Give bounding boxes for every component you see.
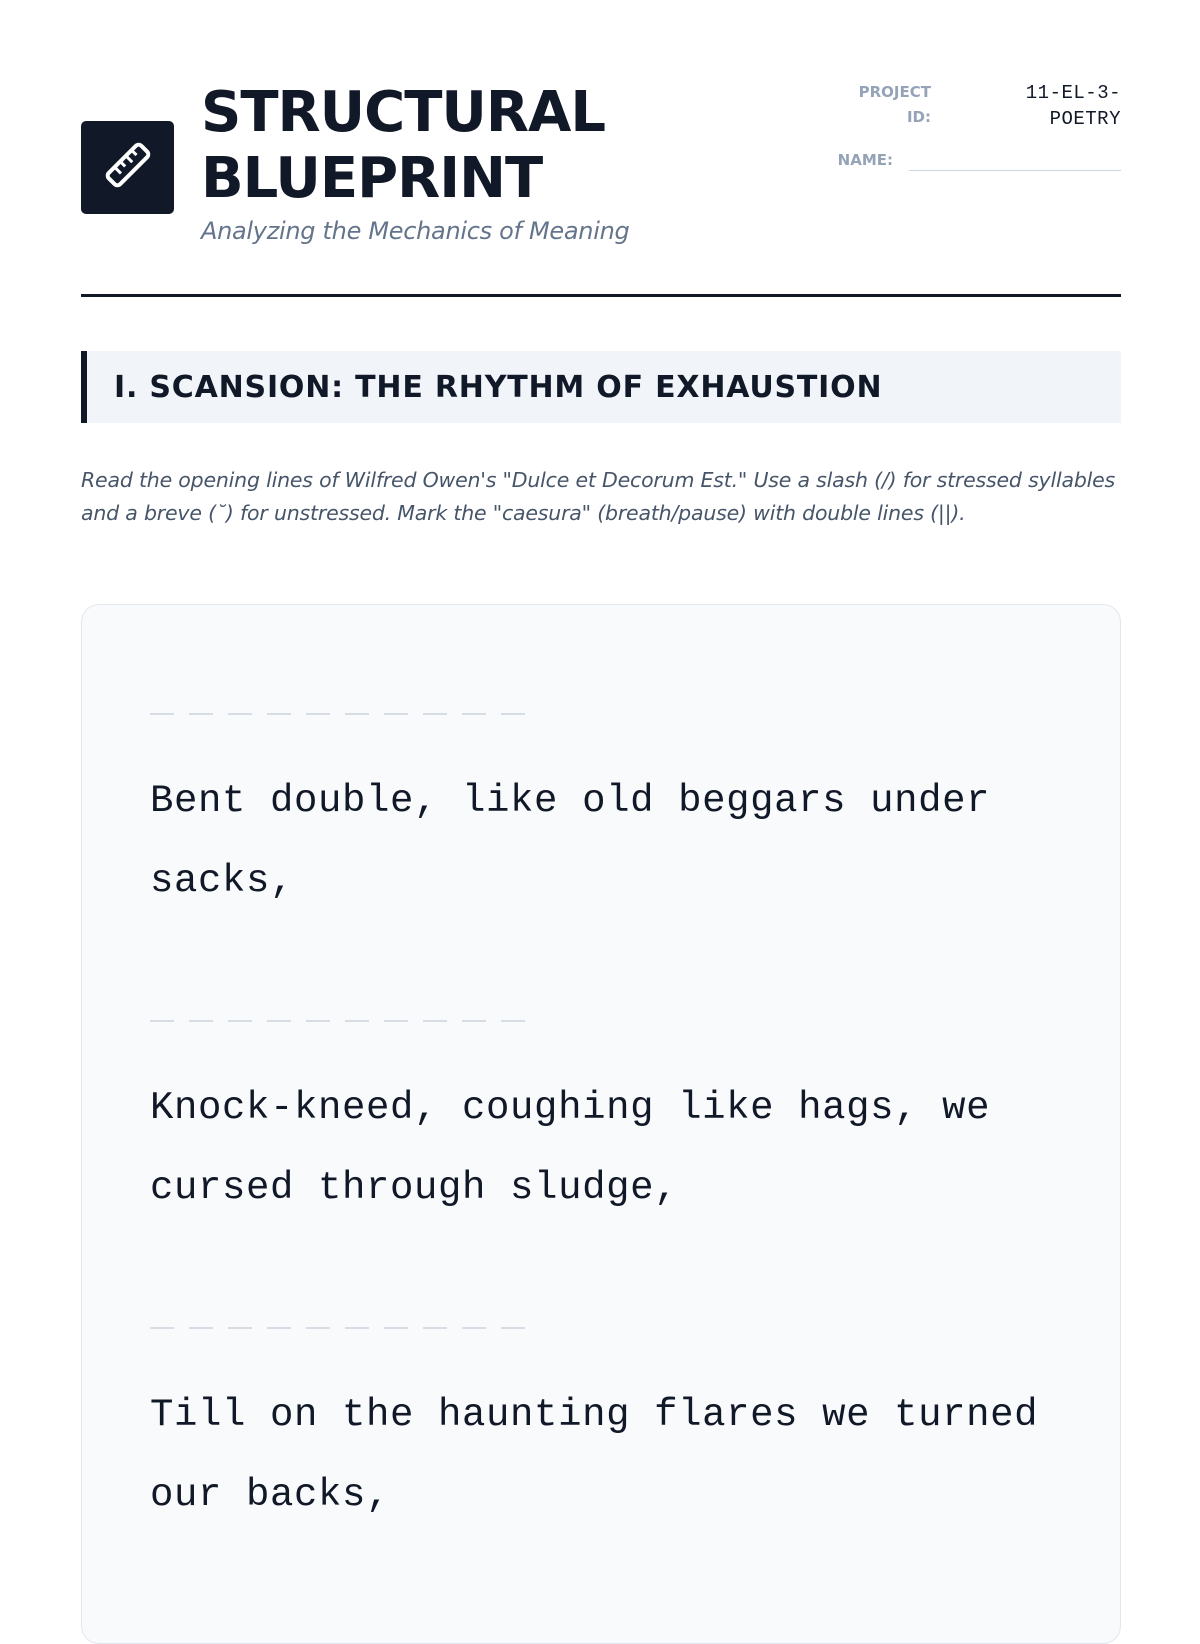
syllable-mark-slot[interactable] xyxy=(150,1020,174,1022)
poem-line: Knock-kneed, coughing like hags, we cursed through sludge, xyxy=(150,1086,991,1210)
name-row xyxy=(821,148,1121,171)
syllable-mark-slot[interactable] xyxy=(423,713,447,715)
poem-line: Bent double, like old beggars under sacks, xyxy=(150,779,991,903)
project-id-value: 11-EL-3-POETRY xyxy=(1025,82,1121,130)
syllable-mark-slot[interactable] xyxy=(189,1327,213,1329)
name-field[interactable] xyxy=(909,148,1121,171)
worksheet-header xyxy=(81,0,1121,296)
section-title: I. SCANSION: THE RHYTHM OF EXHAUSTION xyxy=(114,369,883,405)
syllable-mark-slot[interactable] xyxy=(306,713,330,715)
project-id-row xyxy=(821,80,1121,132)
page-subtitle: Analyzing the Mechanics of Meaning xyxy=(201,217,630,245)
syllable-mark-slot[interactable] xyxy=(384,1020,408,1022)
name-label: NAME: xyxy=(837,151,893,169)
scansion-marks[interactable] xyxy=(150,713,1050,721)
syllable-mark-slot[interactable] xyxy=(345,1327,369,1329)
syllable-mark-slot[interactable] xyxy=(267,1020,291,1022)
section-header xyxy=(81,351,1121,423)
syllable-mark-slot[interactable] xyxy=(423,1327,447,1329)
syllable-mark-slot[interactable] xyxy=(345,1020,369,1022)
syllable-mark-slot[interactable] xyxy=(501,1327,525,1329)
syllable-mark-slot[interactable] xyxy=(267,1327,291,1329)
syllable-mark-slot[interactable] xyxy=(189,1020,213,1022)
syllable-mark-slot[interactable] xyxy=(228,713,252,715)
poem-line: Till on the haunting flares we turned our backs, xyxy=(150,1393,1039,1517)
poem-card xyxy=(81,604,1121,1644)
ruler-icon xyxy=(100,137,156,198)
syllable-mark-slot[interactable] xyxy=(384,1327,408,1329)
scansion-marks[interactable] xyxy=(150,1020,1050,1028)
poem-line-block xyxy=(150,1020,1050,1228)
syllable-mark-slot[interactable] xyxy=(462,1020,486,1022)
poem-line-block xyxy=(150,1327,1050,1535)
scansion-marks[interactable] xyxy=(150,1327,1050,1335)
syllable-mark-slot[interactable] xyxy=(384,713,408,715)
worksheet-page xyxy=(81,0,1121,1517)
syllable-mark-slot[interactable] xyxy=(228,1020,252,1022)
syllable-mark-slot[interactable] xyxy=(462,713,486,715)
logo-badge xyxy=(81,121,174,214)
syllable-mark-slot[interactable] xyxy=(501,1020,525,1022)
worksheet-meta xyxy=(821,80,1121,171)
syllable-mark-slot[interactable] xyxy=(423,1020,447,1022)
header-divider xyxy=(81,294,1121,297)
poem-line-block xyxy=(150,713,1050,921)
syllable-mark-slot[interactable] xyxy=(345,713,369,715)
syllable-mark-slot[interactable] xyxy=(501,713,525,715)
syllable-mark-slot[interactable] xyxy=(150,713,174,715)
syllable-mark-slot[interactable] xyxy=(189,713,213,715)
project-id-label: PROJECT ID: xyxy=(858,83,931,126)
syllable-mark-slot[interactable] xyxy=(306,1020,330,1022)
section-instructions: Read the opening lines of Wilfred Owen's "Dulce et Decorum Est." Use a slash (/) for stressed syllables and a breve (˘) for unstressed. Mark the "caesura" (breath/pause) with double lines (||). xyxy=(81,468,1116,525)
syllable-mark-slot[interactable] xyxy=(228,1327,252,1329)
syllable-mark-slot[interactable] xyxy=(267,713,291,715)
page-title: STRUCTURAL BLUEPRINT xyxy=(201,80,606,211)
syllable-mark-slot[interactable] xyxy=(462,1327,486,1329)
syllable-mark-slot[interactable] xyxy=(150,1327,174,1329)
syllable-mark-slot[interactable] xyxy=(306,1327,330,1329)
